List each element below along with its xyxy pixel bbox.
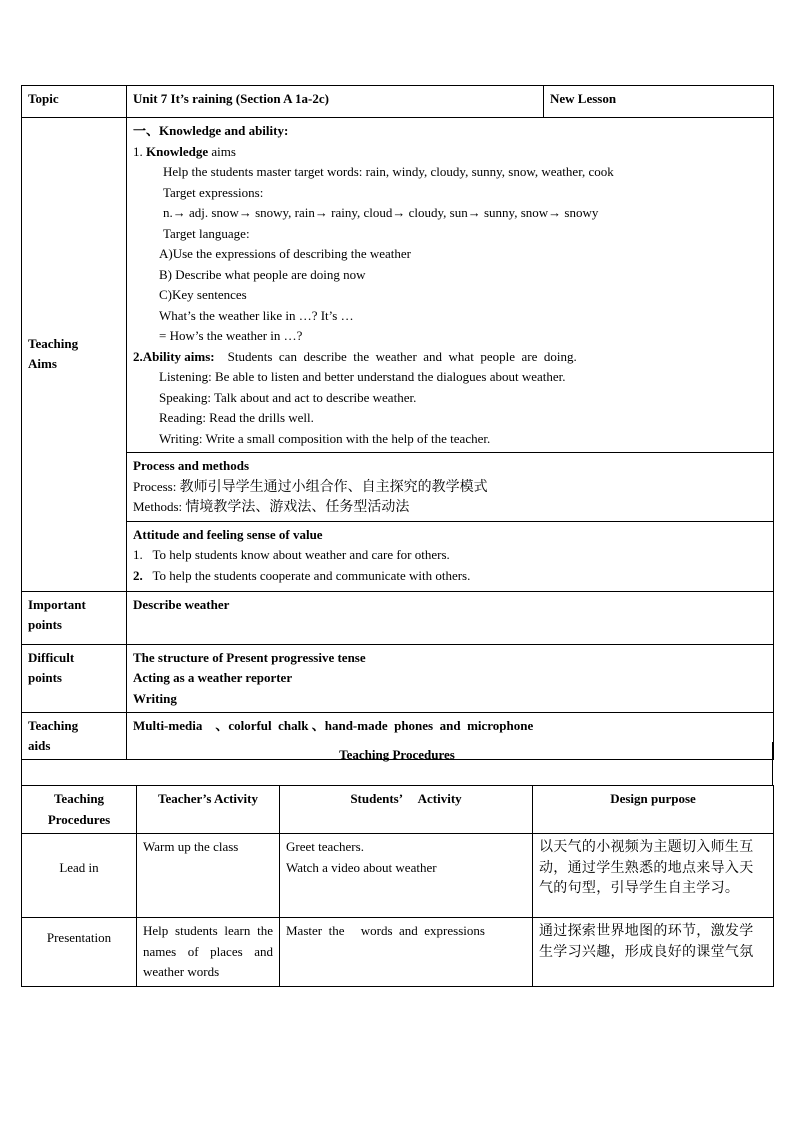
language-line: A)Use the expressions of describing the weather [159,246,411,261]
aids-value: Multi-media 、colorful chalk 、hand-made phones and microphone [127,713,774,760]
table-row [22,918,774,987]
design-purpose: 以天气的小视频为主题切入师生互动，通过学生熟悉的地点来导入天气的句型，引导学生自主学习。 [533,834,774,918]
ability-line: 2.Ability aims: Students can describe the weather and what people are doing. [133,348,577,364]
knowledge-cell [127,118,774,453]
difficult-label: Difficult points [22,644,127,713]
stage-cell: Lead in [22,834,137,918]
col-header: Design purpose [533,786,774,834]
difficult-row [22,644,774,713]
procedures-header-row [22,786,774,834]
attitude-item: 1. To help students know about weather and care for others. [133,547,450,562]
knowledge-heading: 一、Knowledge and ability: [133,123,289,138]
topic-value: Unit 7 It’s raining (Section A 1a-2c) [127,86,544,118]
procedures-title: Teaching Procedures [22,742,773,785]
process-heading: Process and methods [133,458,250,473]
important-label: Important points [22,591,127,644]
important-row [22,591,774,644]
attitude-item: 2. To help the students cooperate and communicate with others. [133,567,471,583]
topic-row [22,86,774,118]
language-line: What’s the weather like in …? It’s … [159,307,354,323]
language-line: B) Describe what people are doing now [159,266,366,282]
stage-cell: Presentation [22,918,137,987]
attitude-heading: Attitude and feeling sense of value [133,526,323,542]
col-header: Students’ Activity [280,786,533,834]
skill-line: Writing: Write a small composition with the help of the teacher. [159,430,491,446]
aids-label: Teaching aids [22,713,127,760]
knowledge-line: Help the students master target words: rain, windy, cloudy, sunny, snow, weather, cook [163,164,614,179]
methods-line: Methods: 情境教学法、游戏法、任务型活动法 [133,499,410,515]
students-activity: Greet teachers. Watch a video about weather [280,834,533,918]
teacher-activity: Help students learn the names of places and weather words [137,918,280,987]
teacher-activity: Warm up the class [137,834,280,918]
knowledge-subheading: 1. Knowledge aims [133,143,236,159]
attitude-cell [127,521,774,591]
procedures-table [21,785,774,987]
language-line: C)Key sentences [159,287,247,302]
col-header: Teacher’s Activity [137,786,280,834]
table-row [22,834,774,918]
skill-line: Speaking: Talk about and act to describe weather. [159,389,417,405]
skill-line: Listening: Be able to listen and better understand the dialogues about weather. [159,369,566,384]
lesson-type: New Lesson [544,86,774,118]
design-purpose: 通过探索世界地图的环节，激发学生学习兴趣，形成良好的课堂气氛 [533,918,774,987]
students-activity: Master the words and expressions [280,918,533,987]
process-line: Process: 教师引导学生通过小组合作、自主探究的教学模式 [133,478,488,495]
attitude-row [22,521,774,591]
important-value: Describe weather [127,591,774,644]
lesson-overview-table [21,85,774,760]
difficult-value: The structure of Present progressive tense Acting as a weather reporter Writing [127,644,774,713]
col-header: Teaching Procedures [22,786,137,834]
aims-row [22,118,774,453]
knowledge-line: Target expressions: [163,184,264,200]
knowledge-line: Target language: [163,225,250,241]
knowledge-line: n.→ adj. snow→ snowy, rain→ rainy, cloud→ cloudy, sun→ sunny, snow→ snowy [163,205,599,220]
process-cell [127,453,774,522]
aims-label: Teaching Aims [22,118,127,592]
topic-label: Topic [22,86,127,118]
process-row [22,453,774,522]
language-line: = How’s the weather in …? [159,328,303,343]
skill-line: Reading: Read the drills well. [159,410,314,425]
procedures-title-table [21,742,773,785]
